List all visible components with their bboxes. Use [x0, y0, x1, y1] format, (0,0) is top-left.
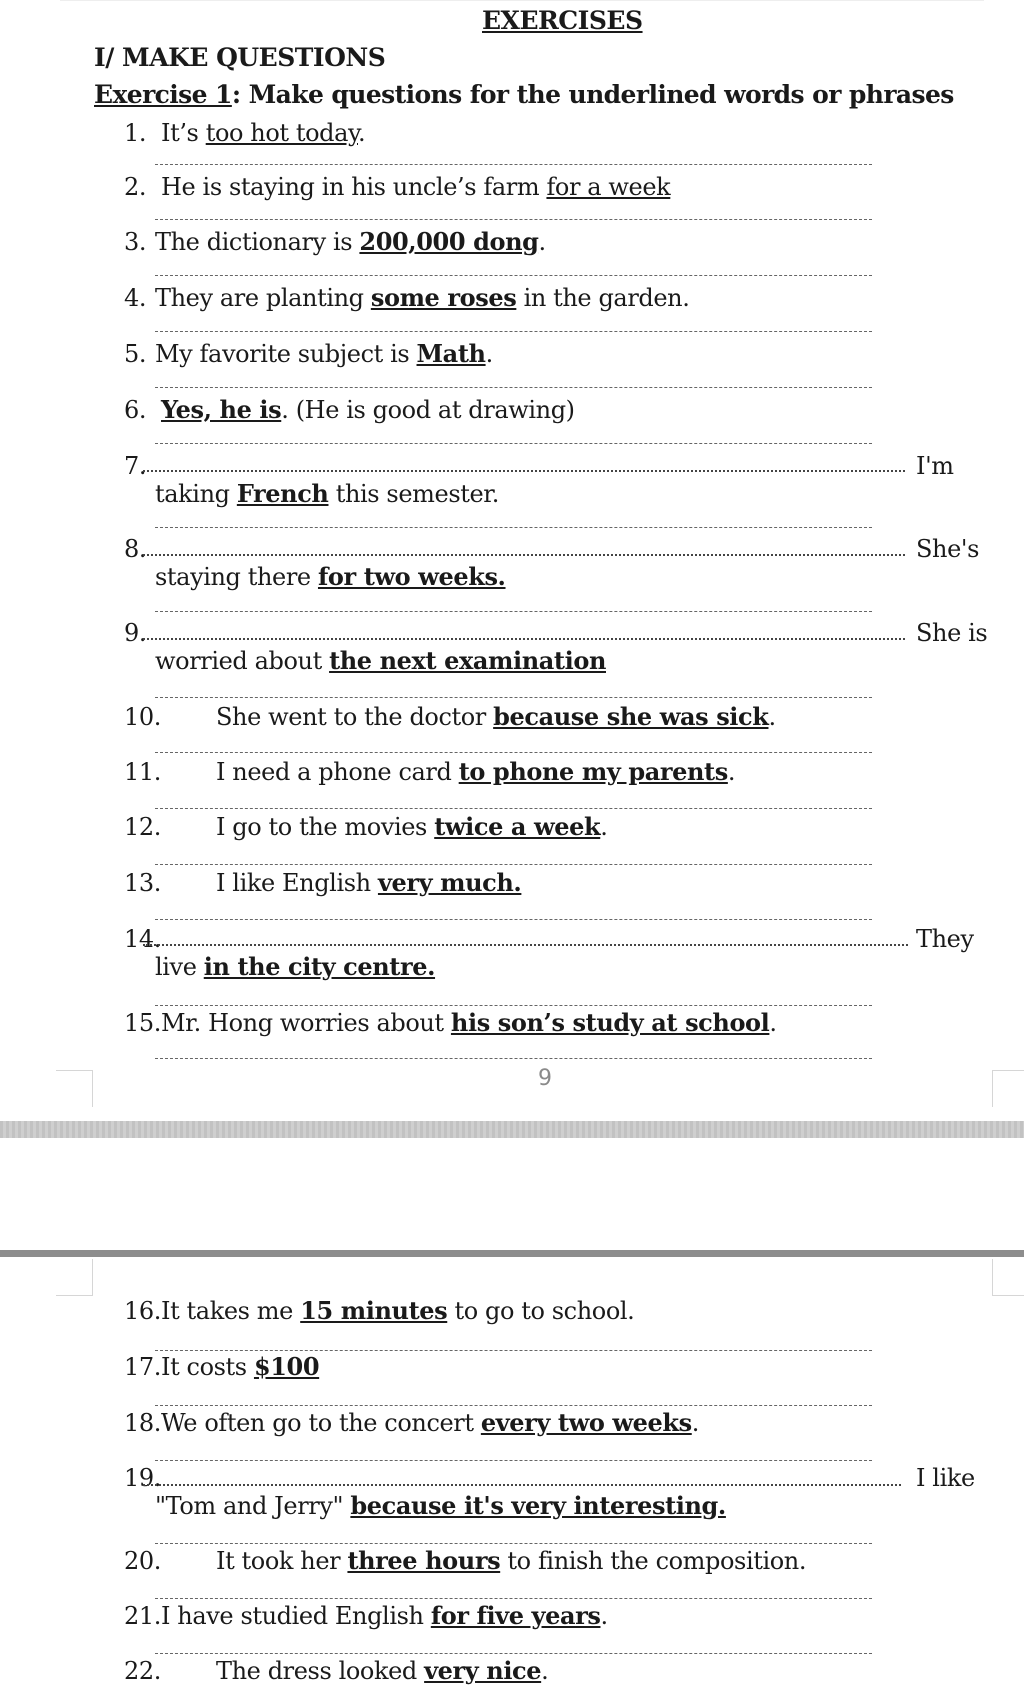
question-blank-14[interactable]	[143, 944, 908, 946]
answer-line-7[interactable]	[155, 527, 872, 528]
answer-line-17[interactable]	[155, 1405, 872, 1406]
underlined-phrase: to phone my parents	[458, 757, 728, 786]
page-separator	[0, 1121, 1024, 1138]
underlined-phrase: his son’s study at school	[450, 1008, 770, 1037]
section-heading: I/ MAKE QUESTIONS	[94, 43, 386, 72]
underlined-phrase: twice a week	[434, 812, 601, 841]
question-14-number: 14.	[124, 925, 161, 953]
question-8-number: 8.	[124, 535, 147, 563]
corner-mark-top-left	[56, 1259, 93, 1296]
corner-mark-top-right	[992, 1259, 1024, 1296]
question-15: 15.Mr. Hong worries about his son’s study at school.	[124, 1008, 777, 1037]
answer-line-3[interactable]	[155, 275, 872, 276]
page-title: EXERCISES	[482, 6, 643, 35]
question-13: 13. I like English very much.	[124, 868, 522, 897]
question-1: 1. It’s too hot today.	[124, 119, 366, 147]
question-6: 6. Yes, he is. (He is good at drawing)	[124, 395, 575, 424]
exercise-instruction	[94, 80, 954, 109]
answer-line-6[interactable]	[155, 443, 872, 444]
underlined-phrase: very nice	[424, 1656, 542, 1685]
page-number: 9	[538, 1066, 552, 1091]
underlined-phrase: Yes, he is	[161, 395, 282, 424]
question-9: worried about the next examination	[155, 646, 606, 675]
question-14-start: They	[916, 925, 974, 953]
question-7: taking French this semester.	[155, 479, 499, 508]
exercise-label: Exercise 1	[94, 80, 232, 109]
answer-line-8[interactable]	[155, 611, 872, 612]
question-blank-9[interactable]	[143, 638, 905, 640]
question-12: 12. I go to the movies twice a week.	[124, 812, 608, 841]
underlined-phrase: 15 minutes	[300, 1296, 448, 1325]
underlined-phrase: the next examination	[329, 646, 606, 675]
answer-line-5[interactable]	[155, 387, 872, 388]
question-10: 10. She went to the doctor because she was sick.	[124, 702, 776, 731]
underlined-phrase: for a week	[546, 173, 671, 201]
underlined-phrase: too hot today	[205, 119, 358, 147]
question-19-number: 19.	[124, 1464, 161, 1492]
exercise-instruction-text: : Make questions for the underlined words or phrases	[231, 80, 954, 109]
underlined-phrase: in the city centre.	[203, 952, 436, 981]
answer-line-18[interactable]	[155, 1460, 872, 1461]
question-2: 2. He is staying in his uncle’s farm for a week	[124, 173, 671, 201]
underlined-phrase: some roses	[370, 283, 517, 312]
underlined-phrase: because it's very interesting.	[350, 1491, 726, 1520]
corner-mark-bottom-right	[992, 1070, 1024, 1107]
question-18: 18.We often go to the concert every two weeks.	[124, 1408, 699, 1437]
question-7-number: 7.	[124, 452, 147, 480]
answer-line-15[interactable]	[155, 1058, 872, 1059]
question-22: 22. The dress looked very nice.	[124, 1656, 549, 1685]
question-3: 3. The dictionary is 200,000 dong.	[124, 227, 546, 256]
corner-mark-bottom-left	[56, 1070, 93, 1107]
answer-line-1[interactable]	[155, 164, 872, 165]
question-9-number: 9.	[124, 619, 147, 647]
question-blank-8[interactable]	[143, 554, 905, 556]
answer-line-20[interactable]	[155, 1598, 872, 1599]
answer-line-14[interactable]	[155, 1005, 872, 1006]
question-7-start: I'm	[916, 452, 954, 480]
question-4: 4. They are planting some roses in the garden.	[124, 283, 690, 312]
answer-line-21[interactable]	[155, 1653, 872, 1654]
page-top-border	[60, 0, 984, 1]
answer-line-10[interactable]	[155, 752, 872, 753]
question-16: 16.It takes me 15 minutes to go to school.	[124, 1296, 635, 1325]
question-5: 5. My favorite subject is Math.	[124, 339, 493, 368]
underlined-phrase: every two weeks	[480, 1408, 692, 1437]
question-19: "Tom and Jerry" because it's very interesting.	[155, 1491, 726, 1520]
underlined-phrase: French	[236, 479, 329, 508]
answer-line-16[interactable]	[155, 1350, 872, 1351]
underlined-phrase: for two weeks.	[317, 562, 506, 591]
question-19-start: I like	[916, 1464, 975, 1492]
answer-line-19[interactable]	[155, 1543, 872, 1544]
question-8: staying there for two weeks.	[155, 562, 506, 591]
question-blank-7[interactable]	[143, 470, 905, 472]
question-21: 21.I have studied English for five years.	[124, 1601, 608, 1630]
answer-line-4[interactable]	[155, 331, 872, 332]
question-14: live in the city centre.	[155, 952, 436, 981]
question-9-start: She is	[916, 619, 988, 647]
answer-line-12[interactable]	[155, 864, 872, 865]
answer-line-13[interactable]	[155, 919, 872, 920]
question-17: 17.It costs $100	[124, 1352, 320, 1381]
answer-line-2[interactable]	[155, 219, 872, 220]
question-8-start: She's	[916, 535, 980, 563]
underlined-phrase: $100	[253, 1352, 320, 1381]
answer-line-9[interactable]	[155, 697, 872, 698]
underlined-phrase: Math	[416, 339, 486, 368]
page-gap	[0, 1121, 1024, 1253]
underlined-phrase: three hours	[347, 1546, 501, 1575]
underlined-phrase: because she was sick	[493, 702, 769, 731]
question-11: 11. I need a phone card to phone my parents.	[124, 757, 736, 786]
underlined-phrase: very much.	[377, 868, 522, 897]
underlined-phrase: 200,000 dong	[359, 227, 539, 256]
question-blank-19[interactable]	[143, 1484, 901, 1486]
question-20: 20. It took her three hours to finish the composition.	[124, 1546, 807, 1575]
underlined-phrase: for five years	[430, 1601, 601, 1630]
page-separator-dark	[0, 1250, 1024, 1257]
answer-line-11[interactable]	[155, 808, 872, 809]
